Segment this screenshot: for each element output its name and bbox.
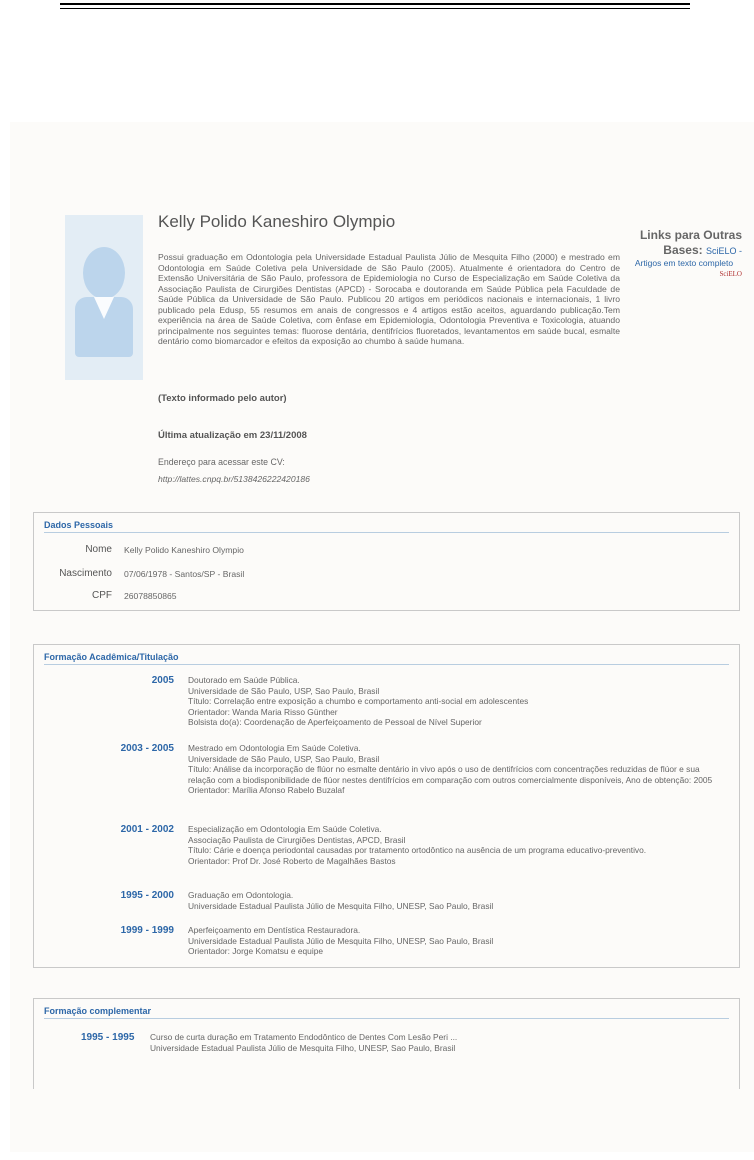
entry-line: Graduação em Odontologia. (188, 890, 294, 900)
data-value: 07/06/1978 - Santos/SP - Brasil (124, 569, 245, 579)
entry-details (188, 743, 718, 796)
section-heading: Formação Acadêmica/Titulação (44, 652, 179, 662)
entry-line: Orientador: Jorge Komatsu e equipe (188, 946, 324, 956)
profile-name: Kelly Polido Kaneshiro Olympio (158, 212, 396, 231)
links-bases-row (626, 243, 742, 258)
links-title: Links para Outras (639, 228, 742, 242)
scielo-link[interactable]: SciELO - (705, 246, 742, 256)
entry-line: Curso de curta duração em Tratamento Endodôntico de Dentes Com Lesão Peri ... (150, 1032, 458, 1042)
last-update: Última atualização em 23/11/2008 (158, 430, 307, 441)
data-label: CPF (92, 590, 112, 601)
entry-line: Universidade de São Paulo, USP, Sao Paulo, Brasil (188, 753, 380, 764)
cv-address-link[interactable]: http://lattes.cnpq.br/5138426222420186 (158, 474, 310, 484)
entry-line: Universidade Estadual Paulista Júlio de Mesquita Filho, UNESP, Sao Paulo, Brasil (188, 935, 494, 946)
entry-line: Bolsista do(a): Coordenação de Aperfeiçoamento de Pessoal de Nível Superior (188, 717, 482, 727)
entry-line: Universidade Estadual Paulista Júlio de Mesquita Filho, UNESP, Sao Paulo, Brasil (150, 1042, 456, 1053)
entry-line: Aperfeiçoamento em Dentística Restauradora. (188, 925, 361, 935)
data-row-cpf (34, 590, 734, 606)
entry-details (188, 925, 718, 957)
entry-years: 2003 - 2005 (120, 743, 174, 754)
cv-address-label: Endereço para acessar este CV: (158, 457, 285, 467)
section-divider (44, 1018, 729, 1019)
section-divider (44, 532, 729, 533)
articles-link[interactable]: Artigos em texto completo (634, 258, 734, 268)
entry-line: Doutorado em Saúde Pública. (188, 675, 300, 685)
entry-line: Universidade Estadual Paulista Júlio de Mesquita Filho, UNESP, Sao Paulo, Brasil (188, 900, 494, 911)
avatar-head-shape (83, 247, 125, 299)
data-label: Nascimento (59, 568, 112, 579)
scielo-logo[interactable]: SciELO (719, 270, 742, 278)
entry-years: 2005 (151, 675, 174, 686)
entry-line: Orientador: Wanda Maria Risso Günther (188, 706, 338, 717)
links-other-bases (626, 228, 742, 278)
entry-details (188, 824, 718, 866)
profile-photo-placeholder (65, 215, 143, 380)
links-bases-label: Bases: (663, 243, 703, 257)
top-rule (60, 3, 690, 5)
entry-line: Título: Cárie e doença periodontal causadas por tratamento ortodôntico na ausência de um programa educativo-preventivo. (188, 845, 647, 855)
data-value: 26078850865 (124, 591, 177, 601)
entry-details (188, 675, 718, 728)
entry-line: Associação Paulista de Cirurgiões Dentistas, APCD, Brasil (188, 834, 406, 845)
section-heading: Formação complementar (44, 1006, 152, 1016)
avatar-collar-shape (94, 297, 114, 319)
entry-years: 1995 - 1995 (81, 1032, 135, 1043)
top-rule-thin (60, 8, 690, 9)
data-row-nascimento (34, 568, 734, 584)
entry-line: Especialização em Odontologia Em Saúde Coletiva. (188, 824, 382, 834)
entry-line: Mestrado em Odontologia Em Saúde Coletiva. (188, 743, 361, 753)
entry-details (150, 1032, 710, 1053)
entry-line: Título: Análise da incorporação de flúor no esmalte dentário in vivo após o uso de dentifrícios com concentrações reduzidas de flúor e sua relação com a biodisponibilidade de flúor nestes dentifrícios em comparação com outros comercialmente disponíveis, Ano de obtenção: 2005 (188, 764, 713, 785)
section-formacao-academica (33, 644, 740, 968)
entry-line: Orientador: Marília Afonso Rabelo Buzalaf (188, 785, 345, 795)
entry-years: 1999 - 1999 (120, 925, 174, 936)
author-note: (Texto informado pelo autor) (158, 393, 287, 404)
entry-years: 2001 - 2002 (120, 824, 174, 835)
entry-line: Universidade de São Paulo, USP, Sao Paulo, Brasil (188, 685, 380, 696)
data-row-nome (34, 544, 734, 560)
data-label: Nome (85, 544, 112, 555)
section-dados-pessoais (33, 512, 740, 611)
profile-bio: Possui graduação em Odontologia pela Universidade Estadual Paulista Júlio de Mesquita Filho (2000) e mestrado em Odontologia em Saúde Coletiva pela Universidade de São Paulo (2005). Atualmente é orientadora do Centro de Extensão Universitária de São Paulo, professora de Epidemiologia no Curso de Especialização em Saúde Coletiva da Associação Paulista de Cirurgiões Dentistas (APCD) - Sorocaba e doutoranda em Saúde Pública pela Faculdade de Saúde Pública da Universidade de São Paulo. Publicou 20 artigos em periódicos nacionais e internacionais, 1 livro publicado pela Edusp, 55 resumos em anais de congressos e 4 artigos estão aceitos, aguardando publicação.Tem experiência na área de Saúde Coletiva, com ênfase em Epidemiologia, Odontologia Preventiva e Toxicologia, atuando principalmente nos seguintes temas: fluorose dentária, dentifrícios fluoretados, levantamentos em saúde bucal, esmalte dentário como biomarcador e efeitos da exposição ao chumbo à saúde humana. (158, 252, 620, 346)
section-heading: Dados Pessoais (44, 520, 114, 530)
entry-details (188, 890, 718, 911)
section-formacao-complementar (33, 998, 740, 1089)
data-value: Kelly Polido Kaneshiro Olympio (124, 545, 244, 555)
entry-years: 1995 - 2000 (120, 890, 174, 901)
section-divider (44, 664, 729, 665)
entry-line: Orientador: Prof Dr. José Roberto de Magalhães Bastos (188, 855, 396, 866)
entry-line: Título: Correlação entre exposição a chumbo e comportamento anti-social em adolescentes (188, 696, 529, 706)
